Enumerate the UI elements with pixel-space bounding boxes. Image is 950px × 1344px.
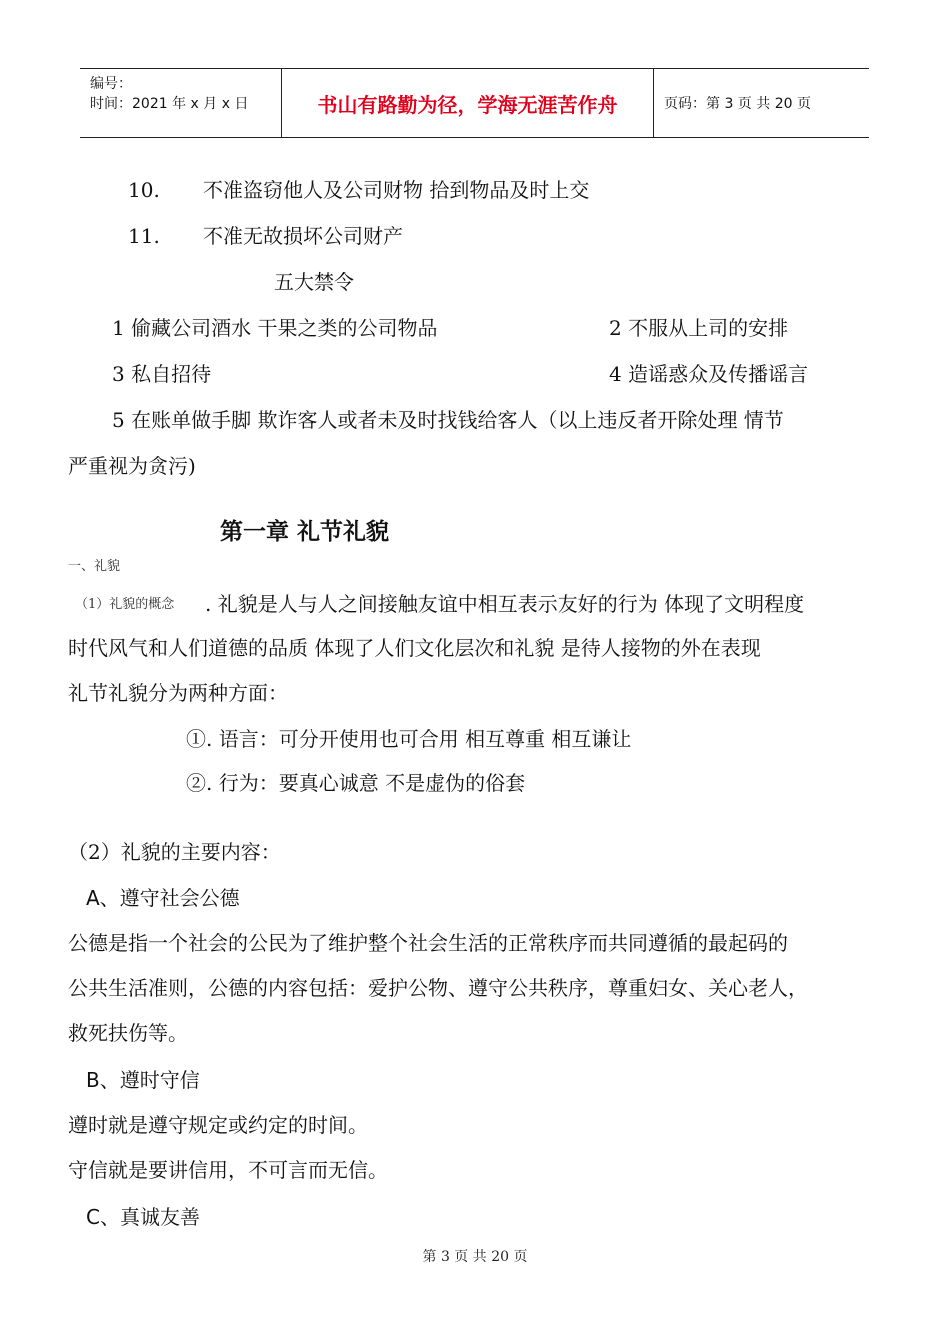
header-page-info: 页码：第 3 页 共 20 页	[664, 96, 811, 112]
prohibition-item-3: 3 私自招待	[112, 362, 212, 386]
header-motto: 书山有路勤为径，学海无涯苦作舟	[282, 69, 654, 137]
rule-11-text: 不准无故损坏公司财产	[203, 224, 403, 248]
concept-text-line-1: . 礼貌是人与人之间接触友谊中相互表示友好的行为 体现了文明程度	[205, 592, 805, 616]
document-header	[80, 68, 869, 138]
prohibition-item-5-cont: 严重视为贪污)	[68, 454, 196, 478]
prohibition-item-2: 2 不服从上司的安排	[609, 316, 789, 340]
subheading-b: B、遵时守信	[86, 1068, 200, 1092]
paragraph-b-line-2: 守信就是要讲信用，不可言而无信。	[68, 1158, 388, 1182]
paragraph-a-line-1: 公德是指一个社会的公民为了维护整个社会生活的正常秩序而共同遵循的最起码的	[68, 931, 788, 955]
prohibition-item-4: 4 造谣惑众及传播谣言	[609, 362, 809, 386]
paragraph-b-line-1: 遵时就是遵守规定或约定的时间。	[68, 1113, 368, 1137]
aspect-1: ①. 语言：可分开使用也可合用 相互尊重 相互谦让	[186, 727, 632, 751]
aspect-2: ②. 行为：要真心诚意 不是虚伪的俗套	[186, 771, 526, 795]
paragraph-a-line-2: 公共生活准则，公德的内容包括：爱护公物、遵守公共秩序，尊重妇女、关心老人，	[68, 976, 808, 1000]
content-heading: （2）礼貌的主要内容：	[68, 840, 281, 864]
header-number-label: 编号：	[90, 76, 132, 92]
header-meta-cell	[80, 69, 282, 137]
prohibition-item-5: 5 在账单做手脚 欺诈客人或者未及时找钱给客人（以上违反者开除处理 情节	[112, 408, 784, 432]
header-date: 时间：2021 年 x 月 x 日	[90, 96, 249, 112]
subheading-a: A、遵守社会公德	[86, 886, 240, 910]
prohibition-item-1: 1 偷藏公司酒水 干果之类的公司物品	[112, 316, 438, 340]
aspects-intro: 礼节礼貌分为两种方面：	[68, 681, 288, 705]
concept-label: （1）礼貌的概念	[75, 597, 175, 612]
chapter-title: 第一章 礼节礼貌	[220, 519, 390, 545]
rule-10-number: 10.	[128, 178, 160, 202]
rule-11-number: 11.	[128, 224, 160, 248]
rule-10-text: 不准盗窃他人及公司财物 拾到物品及时上交	[203, 178, 590, 202]
concept-text-line-2: 时代风气和人们道德的品质 体现了人们文化层次和礼貌 是待人接物的外在表现	[68, 636, 761, 660]
paragraph-a-line-3: 救死扶伤等。	[68, 1021, 188, 1045]
section-heading: 一、礼貌	[68, 559, 121, 574]
prohibitions-title: 五大禁令	[274, 270, 354, 294]
subheading-c: C、真诚友善	[86, 1205, 200, 1229]
page-footer: 第 3 页 共 20 页	[422, 1249, 528, 1265]
